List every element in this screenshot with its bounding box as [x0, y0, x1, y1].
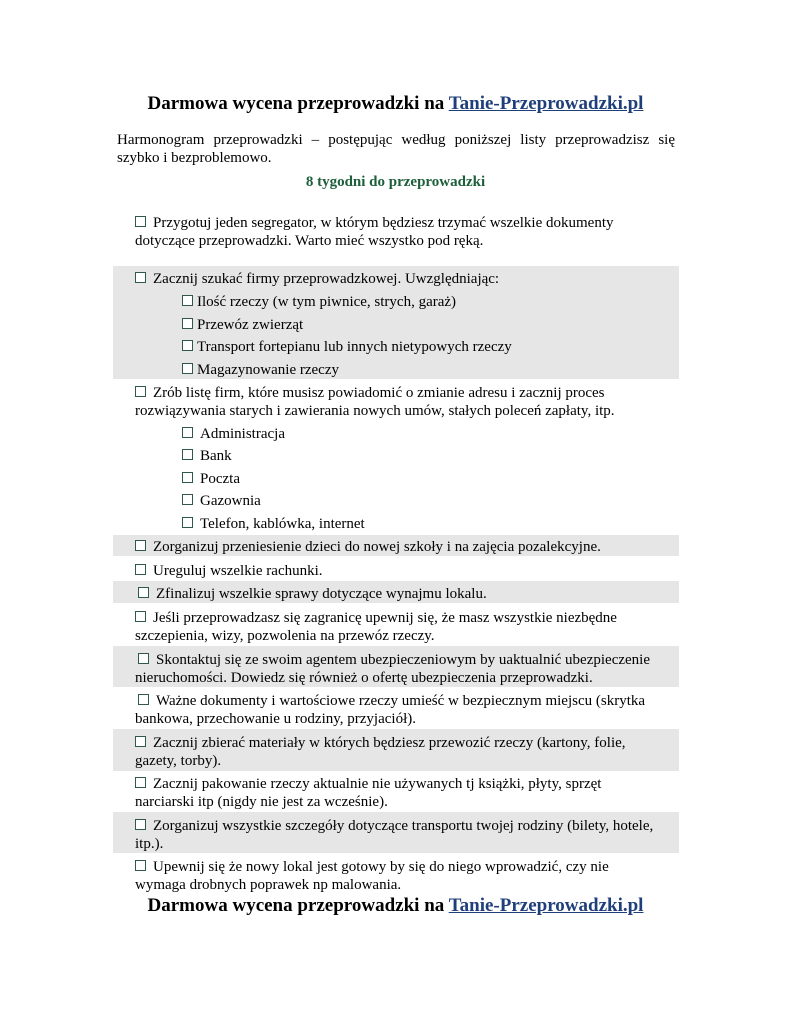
checkbox-icon[interactable]	[135, 860, 146, 871]
checklist-item: Zrób listę firm, które musisz powiadomić o zmianie adresu i zacznij proces	[135, 384, 605, 402]
checklist-item-continuation: szczepienia, wizy, pozwolenia na przewóz rzeczy.	[135, 628, 435, 644]
checklist-item: Zacznij pakowanie rzeczy aktualnie nie używanych tj książki, płyty, sprzęt	[135, 775, 601, 793]
checklist-item-continuation: itp.).	[135, 836, 164, 852]
checkbox-icon[interactable]	[135, 386, 146, 397]
checklist-item: Zacznij szukać firmy przeprowadzkowej. Uwzględniając:	[135, 270, 499, 288]
checkbox-icon[interactable]	[182, 449, 193, 460]
section-heading: 8 tygodni do przeprowadzki	[305, 174, 486, 190]
checklist-subitem: Bank	[182, 447, 232, 465]
checklist-subitem: Magazynowanie rzeczy	[182, 361, 339, 379]
checklist-item-continuation: dotyczące przeprowadzki. Warto mieć wszystko pod ręką.	[135, 233, 484, 249]
checklist-subitem: Telefon, kablówka, internet	[182, 515, 365, 533]
title-text: Darmowa wycena przeprowadzki na	[147, 895, 445, 916]
footer-title	[0, 895, 791, 917]
checklist-subitem: Administracja	[182, 425, 285, 443]
title-link[interactable]: Tanie-Przeprowadzki.pl	[448, 895, 644, 916]
checkbox-icon[interactable]	[135, 819, 146, 830]
checkbox-icon[interactable]	[135, 216, 146, 227]
checklist-item-continuation: gazety, torby).	[135, 753, 222, 769]
checkbox-icon[interactable]	[182, 472, 193, 483]
title-text: Darmowa wycena przeprowadzki na	[147, 93, 445, 114]
checkbox-icon[interactable]	[138, 694, 149, 705]
checklist-item-continuation: narciarski itp (nigdy nie jest za wcześnie).	[135, 794, 388, 810]
checkbox-icon[interactable]	[182, 427, 193, 438]
checklist-item: Jeśli przeprowadzasz się zagranicę upewnij się, że masz wszystkie niezbędne	[135, 609, 617, 627]
checkbox-icon[interactable]	[135, 540, 146, 551]
checklist-item: Ureguluj wszelkie rachunki.	[135, 562, 323, 580]
checkbox-icon[interactable]	[182, 517, 193, 528]
checklist-subitem: Przewóz zwierząt	[182, 316, 303, 334]
checklist-item-continuation: wymaga drobnych poprawek np malowania.	[135, 877, 402, 893]
checklist-item: Zacznij zbierać materiały w których będziesz przewozić rzeczy (kartony, folie,	[135, 734, 626, 752]
checkbox-icon[interactable]	[182, 494, 193, 505]
checkbox-icon[interactable]	[138, 587, 149, 598]
checkbox-icon[interactable]	[182, 340, 193, 351]
checklist-item: Ważne dokumenty i wartościowe rzeczy umieść w bezpiecznym miejscu (skrytka	[138, 692, 645, 710]
checkbox-icon[interactable]	[135, 272, 146, 283]
checkbox-icon[interactable]	[135, 611, 146, 622]
checkbox-icon[interactable]	[135, 564, 146, 575]
checkbox-icon[interactable]	[182, 295, 193, 306]
checklist-subitem: Gazownia	[182, 492, 261, 510]
checklist-subitem: Poczta	[182, 470, 240, 488]
checklist-item: Zfinalizuj wszelkie sprawy dotyczące wynajmu lokalu.	[138, 585, 487, 603]
checklist-item: Skontaktuj się ze swoim agentem ubezpieczeniowym by uaktualnić ubezpieczenie	[138, 651, 650, 669]
checklist-item: Upewnij się że nowy lokal jest gotowy by się do niego wprowadzić, czy nie	[135, 858, 609, 876]
page-title	[0, 93, 791, 115]
checklist-subitem: Transport fortepianu lub innych nietypowych rzeczy	[182, 338, 512, 356]
checkbox-icon[interactable]	[182, 363, 193, 374]
checklist-item: Zorganizuj wszystkie szczegóły dotyczące transportu twojej rodziny (bilety, hotele,	[135, 817, 653, 835]
checklist-item-continuation: bankowa, przechowanie u rodziny, przyjaciół).	[135, 711, 416, 727]
intro-paragraph: Harmonogram przeprowadzki – postępując według poniższej listy przeprowadzisz się szybko i bezproblemowo.	[117, 132, 675, 166]
checkbox-icon[interactable]	[182, 318, 193, 329]
checkbox-icon[interactable]	[138, 653, 149, 664]
checklist-item: Przygotuj jeden segregator, w którym będziesz trzymać wszelkie dokumenty	[135, 214, 614, 232]
checklist-item-continuation: rozwiązywania starych i zawierania nowych umów, stałych poleceń zapłaty, itp.	[135, 403, 615, 419]
checkbox-icon[interactable]	[135, 736, 146, 747]
checklist-subitem: Ilość rzeczy (w tym piwnice, strych, garaż)	[182, 293, 456, 311]
checklist-item: Zorganizuj przeniesienie dzieci do nowej szkoły i na zajęcia pozalekcyjne.	[135, 538, 601, 556]
title-link[interactable]: Tanie-Przeprowadzki.pl	[448, 93, 644, 114]
checkbox-icon[interactable]	[135, 777, 146, 788]
checklist-item-continuation: nieruchomości. Dowiedz się również o ofertę ubezpieczenia przeprowadzki.	[135, 670, 593, 686]
